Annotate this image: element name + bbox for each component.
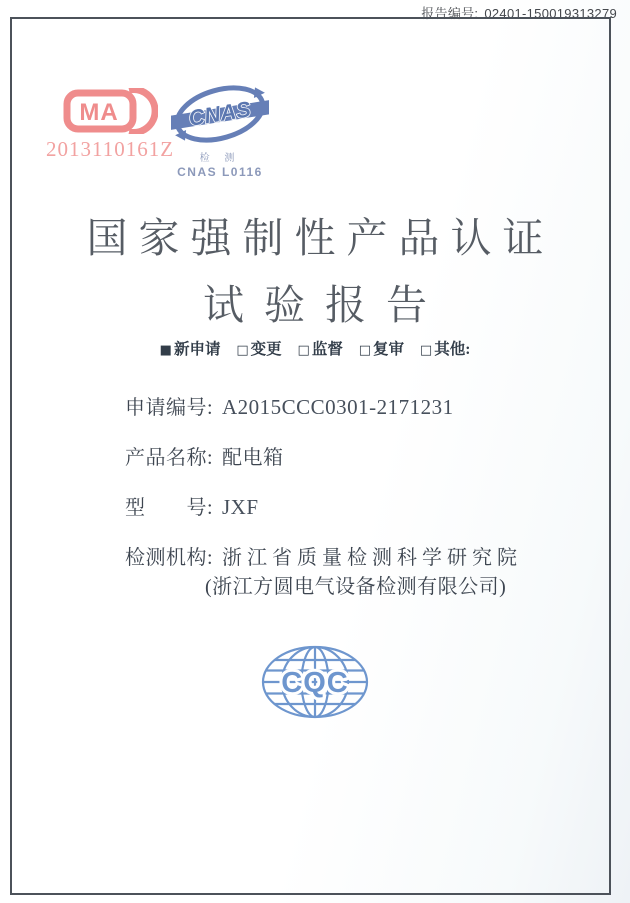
cqc-mark-block <box>260 644 370 725</box>
option-new-application <box>160 341 221 358</box>
cma-certificate-number: 2013110161Z <box>45 137 175 161</box>
cnas-lab-number: CNAS L0116 <box>177 165 263 179</box>
field-testing-agency-line2: (浙江方圆电气设备检测有限公司) <box>205 576 507 598</box>
checkbox-empty-icon: □ <box>358 343 371 358</box>
cnas-mark-block <box>170 84 270 179</box>
report-title-line2: 试验报告 <box>203 282 447 328</box>
option-label: 监督 <box>311 341 343 358</box>
option-review <box>359 341 404 358</box>
field-testing-agency <box>125 541 522 570</box>
option-label: 复审 <box>373 341 405 358</box>
field-label: 型 号: <box>125 497 214 519</box>
field-model <box>125 491 259 520</box>
option-label: 新申请 <box>173 341 221 358</box>
cnas-letters: CNAS <box>186 96 253 131</box>
field-value: 浙江省质量检测科学研究院 <box>222 547 522 569</box>
field-application-number <box>125 391 454 420</box>
field-label: 产品名称: <box>125 447 214 469</box>
option-supervision <box>298 341 343 358</box>
checkbox-empty-icon: □ <box>297 343 310 358</box>
checkbox-empty-icon: □ <box>236 343 249 358</box>
report-number-label: 报告编号: <box>421 6 479 21</box>
field-product-name <box>125 441 284 470</box>
cqc-logo-icon <box>260 644 370 720</box>
option-label: 变更 <box>250 341 282 358</box>
field-label: 申请编号: <box>125 397 214 419</box>
application-type-row <box>0 337 630 359</box>
checkbox-checked-icon: ■ <box>159 343 172 358</box>
report-number-value: 02401-150019313279 <box>484 6 617 21</box>
field-value: JXF <box>222 495 259 519</box>
cqc-letters: CQC <box>281 667 349 699</box>
checkbox-empty-icon: □ <box>419 343 433 358</box>
cma-mark-block <box>40 88 180 162</box>
option-change <box>236 341 281 358</box>
report-title-line1: 国家强制性产品认证 <box>86 215 555 261</box>
cnas-logo-icon <box>171 84 269 148</box>
field-value: A2015CCC0301-2171231 <box>222 395 454 419</box>
field-value: 配电箱 <box>222 447 284 469</box>
cma-logo-icon <box>62 88 158 134</box>
option-other <box>420 341 470 358</box>
cma-letters: MA <box>79 99 119 126</box>
option-label: 其他: <box>434 341 471 358</box>
field-label: 检测机构: <box>125 547 214 569</box>
cnas-scope-label: 检 测 <box>199 153 241 164</box>
